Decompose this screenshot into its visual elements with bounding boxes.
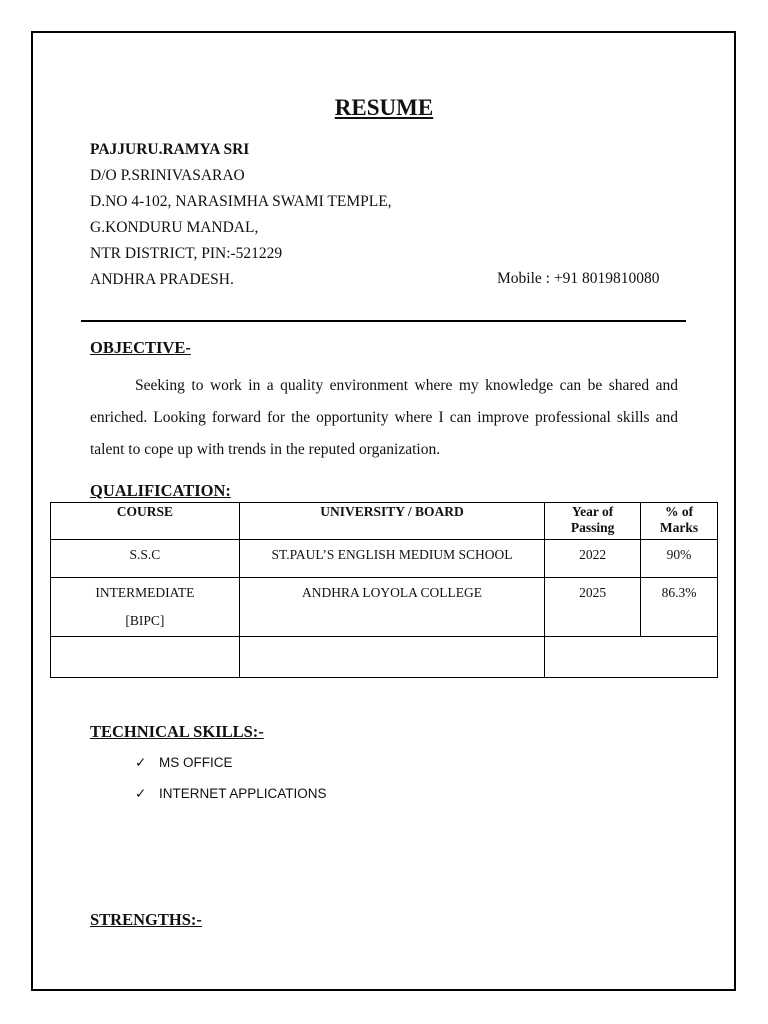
- year-cell: 2025: [545, 578, 641, 637]
- course-cell: [51, 578, 240, 637]
- strengths-heading: STRENGTHS:-: [90, 910, 202, 929]
- candidate-name: PAJJURU.RAMYA SRI: [90, 141, 250, 158]
- column-header: COURSE: [51, 503, 240, 540]
- empty-cell: [239, 637, 544, 678]
- skill-item: [135, 755, 233, 771]
- empty-cell: [545, 637, 718, 678]
- checkmark-icon: ✓: [135, 786, 147, 801]
- table-row-empty: [51, 637, 718, 678]
- board-cell: ST.PAUL’S ENGLISH MEDIUM SCHOOL: [239, 540, 544, 578]
- table-row: [51, 578, 718, 637]
- mobile-number: Mobile : +91 8019810080: [497, 270, 660, 287]
- year-cell: 2022: [545, 540, 641, 578]
- address-line: G.KONDURU MANDAL,: [90, 219, 259, 236]
- header-divider: [81, 320, 686, 322]
- resume-title: RESUME: [334, 95, 434, 120]
- address-line: NTR DISTRICT, PIN:-521229: [90, 245, 283, 262]
- board-cell: ANDHRA LOYOLA COLLEGE: [239, 578, 544, 637]
- table-header-row: [51, 503, 718, 540]
- address-line: ANDHRA PRADESH.: [90, 271, 234, 288]
- skill-label: INTERNET APPLICATIONS: [159, 786, 327, 801]
- marks-cell: 86.3%: [641, 578, 718, 637]
- technical-skills-heading: TECHNICAL SKILLS:-: [90, 722, 264, 741]
- address-line: D.NO 4-102, NARASIMHA SWAMI TEMPLE,: [90, 193, 392, 210]
- course-name: INTERMEDIATE: [95, 585, 195, 600]
- course-group: [BIPC]: [125, 613, 165, 628]
- qualification-table: [50, 502, 718, 678]
- objective-heading: OBJECTIVE-: [90, 338, 191, 357]
- checkmark-icon: ✓: [135, 755, 147, 770]
- column-header: % of Marks: [641, 503, 718, 540]
- table-row: [51, 540, 718, 578]
- skill-label: MS OFFICE: [159, 755, 233, 770]
- column-header: Year of Passing: [545, 503, 641, 540]
- marks-cell: 90%: [641, 540, 718, 578]
- qualification-heading: QUALIFICATION:: [90, 481, 231, 500]
- skill-item: [135, 786, 327, 802]
- objective-text: Seeking to work in a quality environment where my knowledge can be shared and enriched. Looking forward for the opportunity where I can improve professional skills and talent to cope up with trends in the reputed organization.: [90, 377, 678, 458]
- empty-cell: [51, 637, 240, 678]
- course-cell: S.S.C: [51, 540, 240, 578]
- column-header: UNIVERSITY / BOARD: [239, 503, 544, 540]
- address-line: D/O P.SRINIVASARAO: [90, 167, 245, 184]
